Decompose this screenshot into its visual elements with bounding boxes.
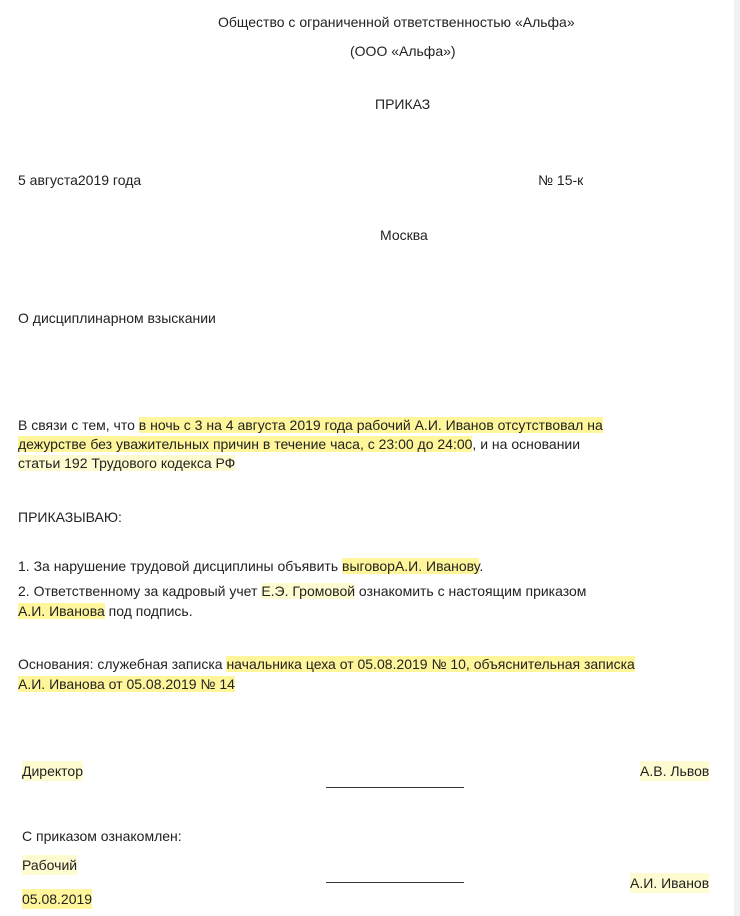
preamble-text: , и на основании xyxy=(472,436,581,452)
org-short-name: (ООО «Альфа») xyxy=(350,43,456,59)
basis-line-2 xyxy=(18,674,235,694)
highlighted-item-text: А.И. Иванова xyxy=(18,603,105,619)
highlighted-basis-text: А.И. Иванова от 05.08.2019 № 14 xyxy=(18,676,235,692)
highlighted-item-text: Е.Э. Громовой xyxy=(261,583,356,599)
highlighted-basis-text: начальника цеха от 05.08.2019 № 10, объяснительная записка xyxy=(226,656,635,672)
page-edge xyxy=(734,0,740,916)
highlighted-preamble-text: дежурстве без уважительных причин в течение часа, с 23:00 до 24:00 xyxy=(18,436,473,452)
order-item-2-line-2 xyxy=(18,601,193,621)
highlighted-preamble-text: в ночь с 3 на 4 августа 2019 года рабочий А.И. Иванов отсутствовал на xyxy=(138,417,603,433)
order-word: ПРИКАЗЫВАЮ: xyxy=(18,509,122,525)
order-city: Москва xyxy=(380,227,428,243)
order-item-2-line-1 xyxy=(18,581,586,601)
director-title: Директор xyxy=(22,763,83,779)
worker-name: А.И. Иванов xyxy=(630,875,710,891)
order-item-1 xyxy=(18,556,483,576)
item-text: ознакомить с настоящим приказом xyxy=(355,583,587,599)
order-subject: О дисциплинарном взыскании xyxy=(18,310,216,326)
basis-line-1 xyxy=(18,654,635,674)
item-text: под подпись. xyxy=(104,603,193,619)
worker-title: Рабочий xyxy=(22,857,78,873)
preamble-line-3 xyxy=(18,453,235,473)
document-type: ПРИКАЗ xyxy=(375,96,431,112)
item-text: . xyxy=(479,558,484,574)
org-full-name: Общество с ограниченной ответственностью «Альфа» xyxy=(218,14,575,30)
director-signature-line xyxy=(326,787,464,788)
director-name: А.В. Львов xyxy=(640,763,710,779)
highlighted-preamble-text: статьи 192 Трудового кодекса РФ xyxy=(18,455,236,471)
highlighted-item-text: выговорА.И. Иванову xyxy=(342,558,480,574)
worker-signature-line xyxy=(326,882,464,883)
preamble-line-2 xyxy=(18,434,580,454)
basis-text: Основания: служебная записка xyxy=(18,656,227,672)
order-date: 5 августа2019 года xyxy=(18,172,142,188)
order-number: № 15-к xyxy=(538,172,584,188)
item-text: 1. За нарушение трудовой дисциплины объявить xyxy=(18,558,343,574)
worker-date: 05.08.2019 xyxy=(22,891,93,907)
acquainted-label: С приказом ознакомлен: xyxy=(22,828,182,844)
preamble-text: В связи с тем, что xyxy=(18,417,139,433)
item-text: 2. Ответственному за кадровый учет xyxy=(18,583,262,599)
preamble-line-1 xyxy=(18,415,603,435)
